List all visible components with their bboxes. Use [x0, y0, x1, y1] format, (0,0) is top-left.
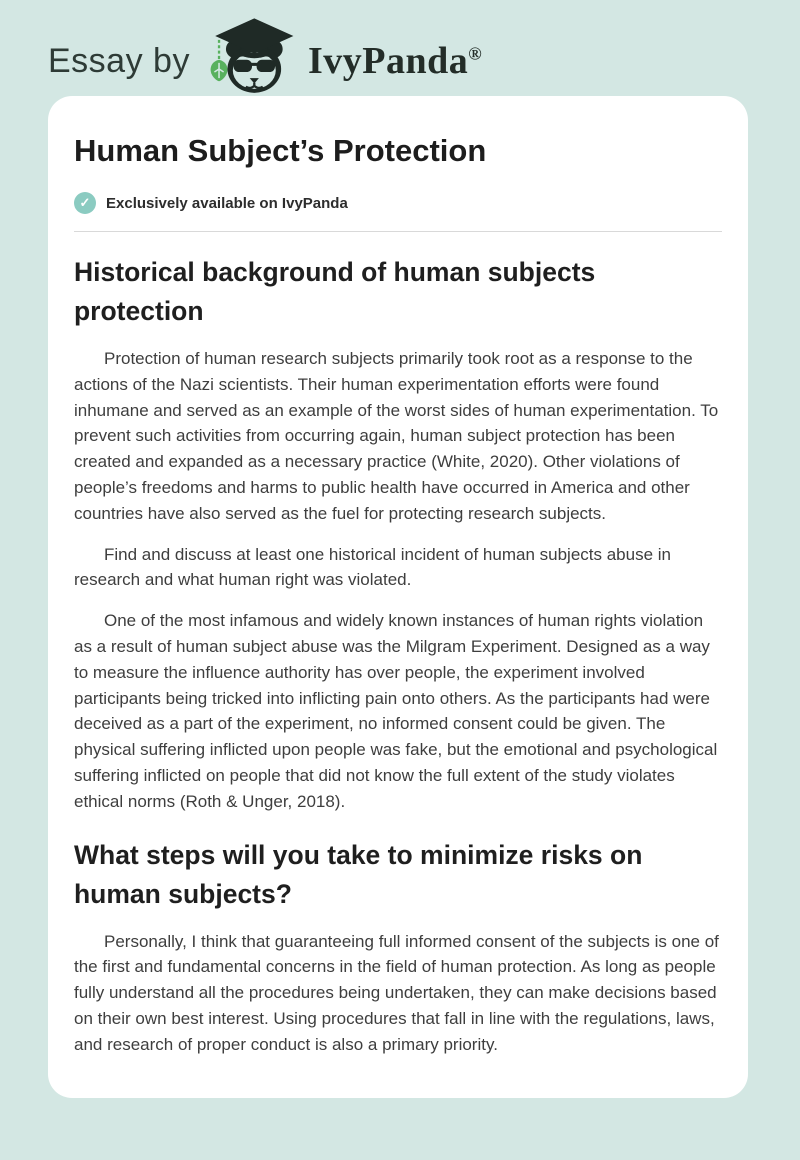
essay-by-label: Essay by: [48, 41, 190, 80]
section-heading-historical: Historical background of human subjects protection: [74, 257, 596, 326]
paragraph: Find and discuss at least one historical incident of human subjects abuse in research and what human right was violated.: [74, 544, 671, 590]
check-icon: ✓: [74, 192, 96, 214]
essay-title: Human Subject’s Protection: [74, 133, 487, 168]
ivypanda-panda-logo-icon: [206, 16, 298, 107]
section-heading-steps: What steps will you take to minimize risks on human subjects?: [74, 839, 643, 909]
page-header: [0, 0, 800, 96]
divider: [74, 231, 722, 232]
brand-wordmark: [308, 39, 482, 83]
paragraph: One of the most infamous and widely known instances of human rights violation as a result of human subject abuse was the Milgram Experiment. Designed as a way to measure the influence authority has over people, the experiment involved participants being tricked into inflicting pain onto others. As the participants had were deceived as a part of the experiment, no informed consent could be given. The physical suffering inflicted upon people was fake, but the emotional and psychological suffering inflicted on people that did not know the full extent of the study violates ethical norms (Roth & Unger, 2018).: [74, 611, 718, 811]
exclusive-badge: [74, 192, 722, 214]
exclusive-badge-label: Exclusively available on IvyPanda: [106, 194, 348, 212]
paragraph: Protection of human research subjects primarily took root as a response to the actions of the Nazi scientists. Their human experimentation efforts were found inhumane and served as an example of the worst sides of human experimentation. To prevent such activities from occurring again, human subject protection has been created and expanded as a necessary practice (White, 2020). Other violations of people’s freedoms and harms to public health have occurred in America and other countries have also served as the fuel for protecting research subjects.: [74, 349, 719, 523]
paragraph: Personally, I think that guaranteeing full informed consent of the subjects is one of the first and fundamental concerns in the field of human protection. As long as people fully understand all the procedures being undertaken, they can make decisions based on their own best interest. Using procedures that fall in line with the regulations, laws, and research of proper conduct is also a primary priority.: [74, 931, 719, 1054]
registered-mark: ®: [468, 43, 483, 64]
brand-name: IvyPanda: [307, 40, 469, 82]
essay-card: [48, 96, 748, 1098]
